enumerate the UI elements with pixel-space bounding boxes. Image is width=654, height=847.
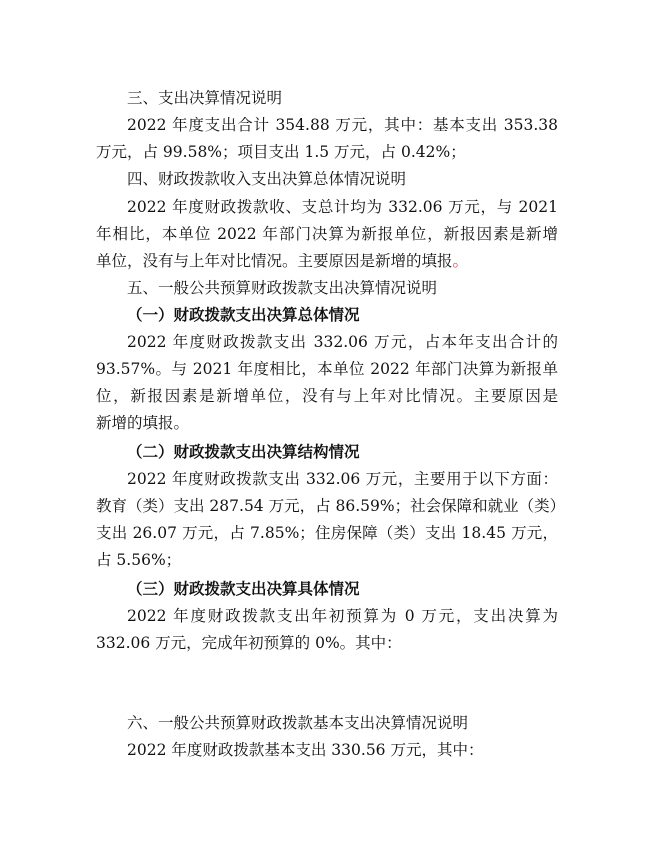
section-3-paragraph-line: 2022 年度支出合计 354.88 万元，其中：基本支出 353.38 <box>127 116 558 134</box>
section-5-3-heading: （三）财政拨款支出决算具体情况 <box>127 580 360 598</box>
section-5-3-paragraph-line: 332.06 万元，完成年初预算的 0%。其中： <box>96 634 402 652</box>
section-4-heading: 四、财政拨款收入支出决算总体情况说明 <box>127 170 407 188</box>
section-3-heading: 三、支出决算情况说明 <box>127 89 283 107</box>
section-5-1-paragraph-line: 2022 年度财政拨款支出 332.06 万元，占本年支出合计的 <box>127 333 558 351</box>
section-6-heading: 六、一般公共预算财政拨款基本支出决算情况说明 <box>127 714 469 732</box>
section-6-paragraph-line: 2022 年度财政拨款基本支出 330.56 万元，其中： <box>127 741 484 759</box>
section-4-paragraph-line <box>96 250 558 272</box>
section-5-2-paragraph-line: 教育（类）支出 287.54 万元，占 86.59%；社会保障和就业（类） <box>96 497 566 515</box>
section-5-2-heading: （二）财政拨款支出决算结构情况 <box>127 443 360 461</box>
section-4-paragraph-text: 单位，没有与上年对比情况。主要原因是新增的填报 <box>96 252 453 270</box>
red-period-mark: 。 <box>452 252 469 270</box>
section-5-2-paragraph-line: 2022 年度财政拨款支出 332.06 万元，主要用于以下方面： <box>127 470 558 488</box>
section-3-paragraph-line: 万元，占 99.58%；项目支出 1.5 万元，占 0.42%； <box>96 143 466 161</box>
section-5-1-paragraph-line: 新增的填报。 <box>96 414 190 432</box>
section-4-paragraph-line: 2022 年度财政拨款收、支总计均为 332.06 万元，与 2021 <box>127 198 558 216</box>
section-5-1-paragraph-line: 位，新报因素是新增单位，没有与上年对比情况。主要原因是 <box>96 387 558 405</box>
section-4-paragraph-line: 年相比，本单位 2022 年部门决算为新报单位，新报因素是新增 <box>96 225 558 243</box>
section-5-2-paragraph-line: 支出 26.07 万元，占 7.85%；住房保障（类）支出 18.45 万元， <box>96 524 558 542</box>
section-5-1-paragraph-line: 93.57%。与 2021 年度相比，本单位 2022 年部门决算为新报单 <box>96 360 558 378</box>
section-5-2-paragraph-line: 占 5.56%； <box>96 551 182 569</box>
section-5-1-heading: （一）财政拨款支出决算总体情况 <box>127 306 360 324</box>
section-5-3-paragraph-line: 2022 年度财政拨款支出年初预算为 0 万元，支出决算为 <box>127 607 558 625</box>
section-5-heading: 五、一般公共预算财政拨款支出决算情况说明 <box>127 279 438 297</box>
